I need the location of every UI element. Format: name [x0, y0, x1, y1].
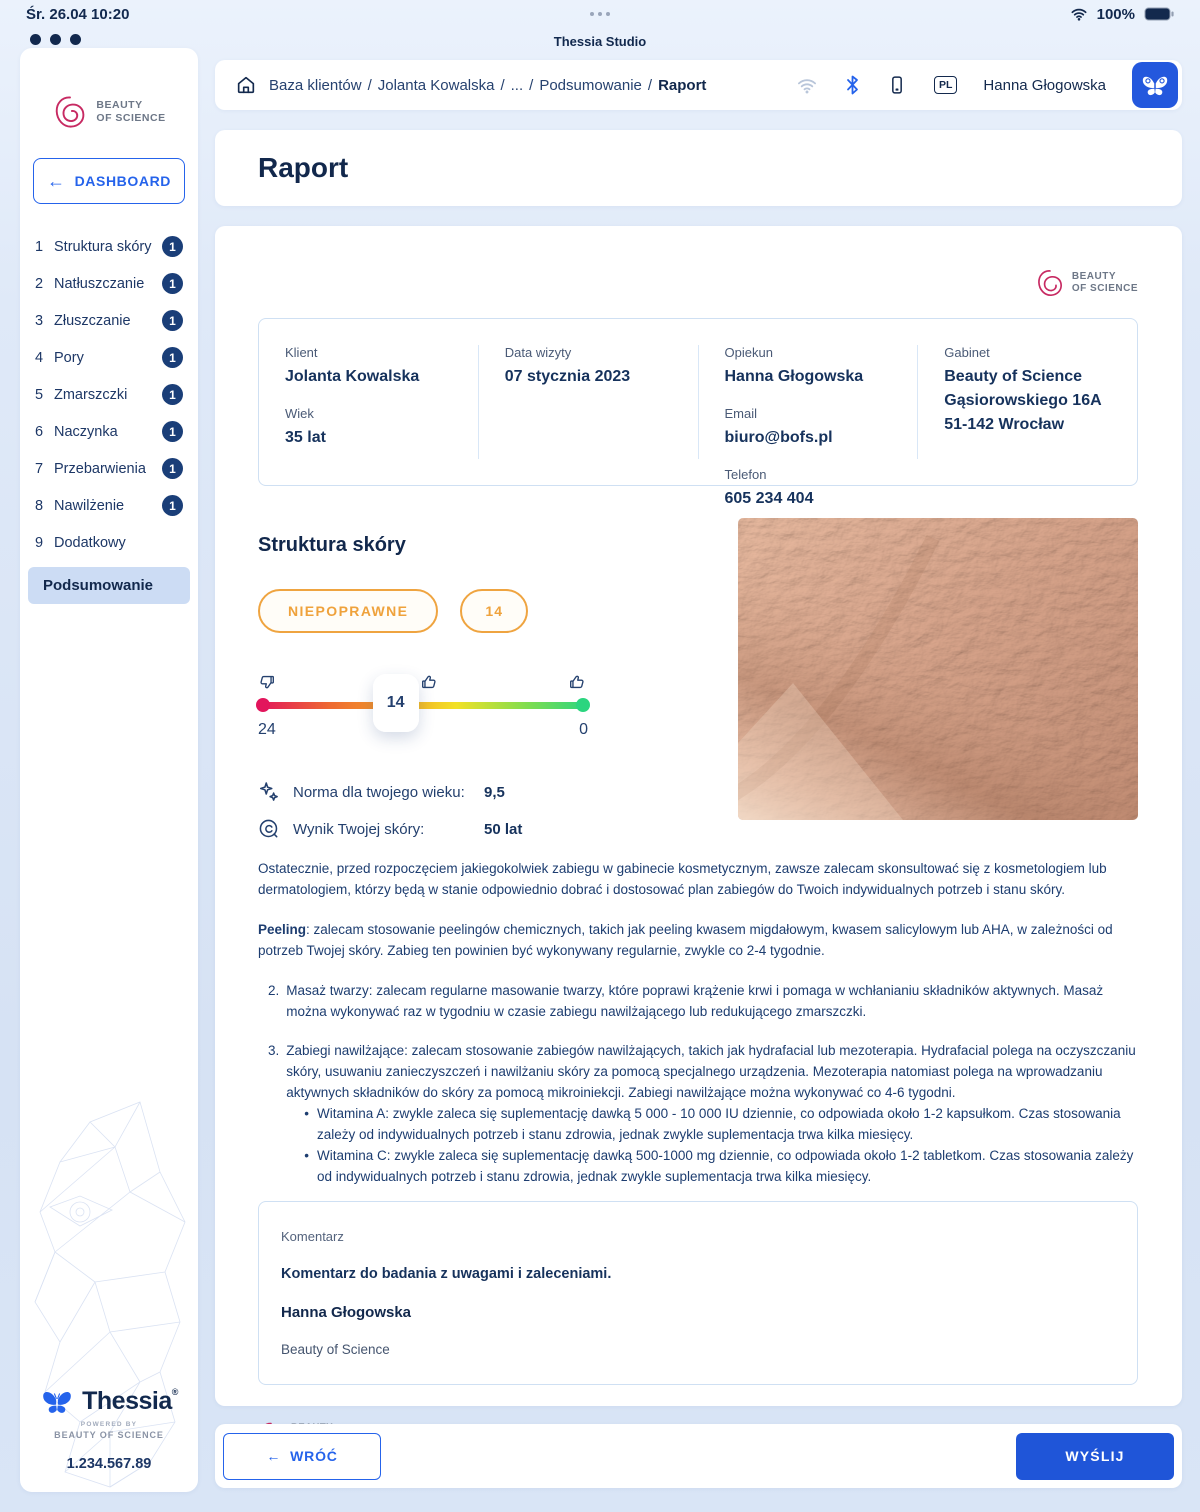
butterfly-icon: [1140, 72, 1170, 99]
breadcrumb-item[interactable]: Podsumowanie: [539, 76, 642, 94]
rose-logo-icon: [52, 94, 88, 130]
user-name[interactable]: Hanna Głogowska: [983, 76, 1106, 94]
comment-box: [258, 1201, 1138, 1385]
slider-dot-start: [256, 698, 270, 712]
slider-track[interactable]: [258, 702, 588, 709]
client-info-box: [258, 318, 1138, 507]
count-badge: 1: [162, 495, 183, 516]
sidebar-item-zluszczanie[interactable]: 3 Złuszczanie 1: [20, 302, 198, 339]
app-version: 1.234.567.89: [66, 1456, 152, 1472]
breadcrumb-item[interactable]: Jolanta Kowalska: [377, 76, 495, 94]
paragraph: Peeling: zalecam stosowanie peelingów chemicznych, takich jak peeling kwasem migdałowym, kwasem salicylowym lub AHA, w zależności od potrzeb Twojej skóry. Zabieg ten powinien być wykonywany regularnie, zwykle co 2-4 tygodnie.: [258, 922, 1113, 958]
thumb-down-icon: [258, 673, 276, 691]
bluetooth-icon: [845, 74, 860, 96]
paragraph: Ostatecznie, przed rozpoczęciem jakiegokolwiek zabiegu w gabinecie kosmetycznym, zawsze zalecam skonsultować się z kosmetologiem lub dermatologiem, którzy będą w stanie odpowiednio dobrać i dostosować plan zabiegów do Twoich indywidualnych potrzeb i stanu skóry.: [258, 861, 1107, 897]
count-badge: 1: [162, 310, 183, 331]
list-item: 3. Zabiegi nawilżające: zalecam stosowanie zabiegów nawilżających, takich jak hydrafacial lub mezoterapia. Hydrafacial polega na oczyszczaniu skóry, usuwaniu zanieczyszczeń i nawilżaniu skóry za pomocą specjalnego urządzenia. Mezoterapia natomiast polega na wprowadzaniu aktywnych składników do skóry za pomocą mikroiniekcji. Zabiegi nawilżające można wykonywać co 4-6 tygodni. • Witamina A: zwykle zaleca się suplementację dawką 5 000 - 10 000 IU dziennie, co odpowiada około 1-2 kapsułkom. Czas stosowania zależy od indywidualnych potrzeb i stanu zdrowia, jednak zwykle suplementacja trwa kilka miesięcy. • Witamina C: zwykle zaleca się suplementację dawką 500-1000 mg dziennie, co odpowiada około 1-2 tabletkom. Czas stosowania zależy od indywidualnych potrzeb i stanu zdrowia, jednak zwykle suplementacja trwa kilka miesięcy.: [258, 1040, 1138, 1187]
powered-by-brand: BEAUTY OF SCIENCE: [54, 1430, 164, 1440]
battery-icon: [1144, 7, 1174, 21]
breadcrumb-bar: [215, 60, 1182, 110]
skin-photo: [738, 518, 1138, 820]
section-title: Struktura skóry: [258, 534, 406, 556]
caretaker-phone: 605 234 404: [724, 490, 814, 507]
count-badge: 1: [162, 458, 183, 479]
status-bar: [0, 0, 1200, 28]
comment-label: Komentarz: [281, 1229, 344, 1244]
send-button[interactable]: WYŚLIJ: [1016, 1433, 1174, 1480]
skin-structure-section: [258, 518, 728, 840]
comment-org: Beauty of Science: [281, 1342, 390, 1357]
score-slider: [258, 673, 588, 739]
thumb-up-icon: [568, 673, 586, 691]
info-col-salon: Gabinet Beauty of Science Gąsiorowskiego 16A 51-142 Wrocław: [917, 345, 1137, 459]
sidebar-item-pory[interactable]: 4 Pory 1: [20, 339, 198, 376]
rose-logo-icon: [1035, 268, 1065, 298]
visit-date: 07 stycznia 2023: [504, 368, 631, 385]
skin-age-icon: [258, 818, 280, 840]
page-title: Raport: [258, 152, 349, 183]
battery-percent: 100%: [1096, 5, 1135, 23]
count-badge: 1: [162, 236, 183, 257]
count-badge: 1: [162, 384, 183, 405]
thumb-up-icon: [420, 673, 438, 691]
client-age: 35 lat: [285, 429, 326, 446]
thessia-butterfly-icon: [40, 1387, 74, 1417]
comment-author: Hanna Głogowska: [281, 1304, 412, 1321]
breadcrumb-ellipsis[interactable]: ...: [510, 76, 524, 94]
window-title: Thessia Studio: [553, 34, 647, 49]
count-badge: 1: [162, 421, 183, 442]
sidebar-menu: [20, 228, 198, 604]
bullet-item: • Witamina C: zwykle zaleca się suplementację dawką 500-1000 mg dziennie, co odpowiada około 1-2 tabletkom. Czas stosowania zależy od indywidualnych potrzeb i stanu zdrowia, jednak zwykle suplementacja trwa kilka miesięcy.: [286, 1145, 1138, 1187]
powered-by-label: POWERED BY: [80, 1421, 138, 1428]
sidebar-item-zmarszczki[interactable]: 5 Zmarszczki 1: [20, 376, 198, 413]
sidebar-item-podsumowanie[interactable]: Podsumowanie: [28, 567, 190, 604]
info-col-client: Klient Jolanta Kowalska Wiek 35 lat: [259, 345, 478, 459]
count-badge: 1: [162, 273, 183, 294]
bullet-list: [286, 1103, 1138, 1187]
breadcrumb-item[interactable]: Baza klientów: [269, 76, 362, 94]
wynik-row: Wynik Twojej skóry: 50 lat: [258, 818, 728, 840]
count-badge: 1: [162, 347, 183, 368]
scale-max: 24: [258, 721, 276, 738]
client-name: Jolanta Kowalska: [285, 368, 420, 385]
sidebar-item-natluszczanie[interactable]: 2 Natłuszczanie 1: [20, 265, 198, 302]
norma-row: Norma dla twojego wieku: 9,5: [258, 781, 728, 803]
wynik-value: 50 lat: [484, 820, 523, 838]
report-brand-logo: [1035, 268, 1138, 298]
sidebar-item-nawilzenie[interactable]: 8 Nawilżenie 1: [20, 487, 198, 524]
breadcrumb: Baza klientów / Jolanta Kowalska / ... / Podsumowanie / Raport: [269, 76, 707, 94]
report-card: [215, 226, 1182, 1406]
multitask-dots: [590, 12, 610, 16]
slider-dot-end: [576, 698, 590, 712]
dashboard-button[interactable]: ← DASHBOARD: [33, 158, 185, 204]
info-col-caretaker: Opiekun Hanna Głogowska Email biuro@bofs.pl Telefon 605 234 404: [698, 345, 918, 459]
arrow-left-icon: ←: [266, 1448, 282, 1464]
slider-marker[interactable]: 14: [373, 674, 419, 732]
sidebar-item-przebarwienia[interactable]: 7 Przebarwienia 1: [20, 450, 198, 487]
brand-text: BEAUTY OF SCIENCE: [1071, 270, 1138, 294]
page-title-card: [215, 130, 1182, 206]
comment-text: Komentarz do badania z uwagami i zaleceniami.: [281, 1266, 612, 1282]
status-icons: [796, 74, 957, 96]
sidebar: [20, 48, 198, 1492]
wifi-off-icon: [796, 77, 818, 94]
language-toggle[interactable]: PL: [934, 76, 957, 94]
scale-min: 0: [579, 721, 588, 738]
thessia-wordmark: Thessia®: [82, 1387, 178, 1415]
back-button[interactable]: ← WRÓĆ: [223, 1433, 381, 1480]
status-time: Śr. 26.04 10:20: [26, 5, 130, 23]
sidebar-item-dodatkowy[interactable]: 9 Dodatkowy: [35, 534, 126, 551]
info-col-visit: Data wizyty 07 stycznia 2023: [478, 345, 698, 459]
caretaker-name: Hanna Głogowska: [724, 368, 864, 385]
salon-address: Beauty of Science Gąsiorowskiego 16A 51-142 Wrocław: [944, 368, 1102, 433]
bullet-item: • Witamina A: zwykle zaleca się suplementację dawką 5 000 - 10 000 IU dziennie, co odpowiada około 1-2 kapsułkom. Czas stosowania zależy od indywidualnych potrzeb i stanu zdrowia, jednak zwykle suplementacja trwa kilka miesięcy.: [286, 1103, 1138, 1145]
status-badge: NIEPOPRAWNE: [258, 589, 438, 633]
action-bar: [215, 1424, 1182, 1488]
caretaker-email: biuro@bofs.pl: [724, 429, 833, 446]
sidebar-item-naczynka[interactable]: 6 Naczynka 1: [20, 413, 198, 450]
sidebar-item-struktura-skory[interactable]: 1 Struktura skóry 1: [20, 228, 198, 265]
score-badge: 14: [460, 589, 528, 633]
wifi-icon: [1070, 7, 1088, 21]
arrow-left-icon: ←: [46, 170, 66, 191]
brand-text: BEAUTY OF SCIENCE: [96, 98, 166, 124]
norma-value: 9,5: [484, 783, 505, 801]
sidebar-brand: [20, 94, 198, 130]
breadcrumb-current: Raport: [658, 76, 707, 94]
list-item: 2. Masaż twarzy: zalecam regularne masowanie twarzy, które poprawi krążenie krwi i pomaga w wchłanianiu składników aktywnych. Masaż można wykonywać raz w tygodniu w czasie zabiegu nawilżającego lub redukującego zmarszczki.: [268, 983, 1104, 1019]
recommendations-text: [258, 858, 1138, 1447]
sidebar-footer: [20, 1387, 198, 1472]
sparkle-icon: [258, 781, 280, 803]
thessia-app-button[interactable]: [1132, 62, 1178, 108]
home-icon[interactable]: [235, 74, 257, 96]
mobile-device-icon: [887, 74, 907, 96]
